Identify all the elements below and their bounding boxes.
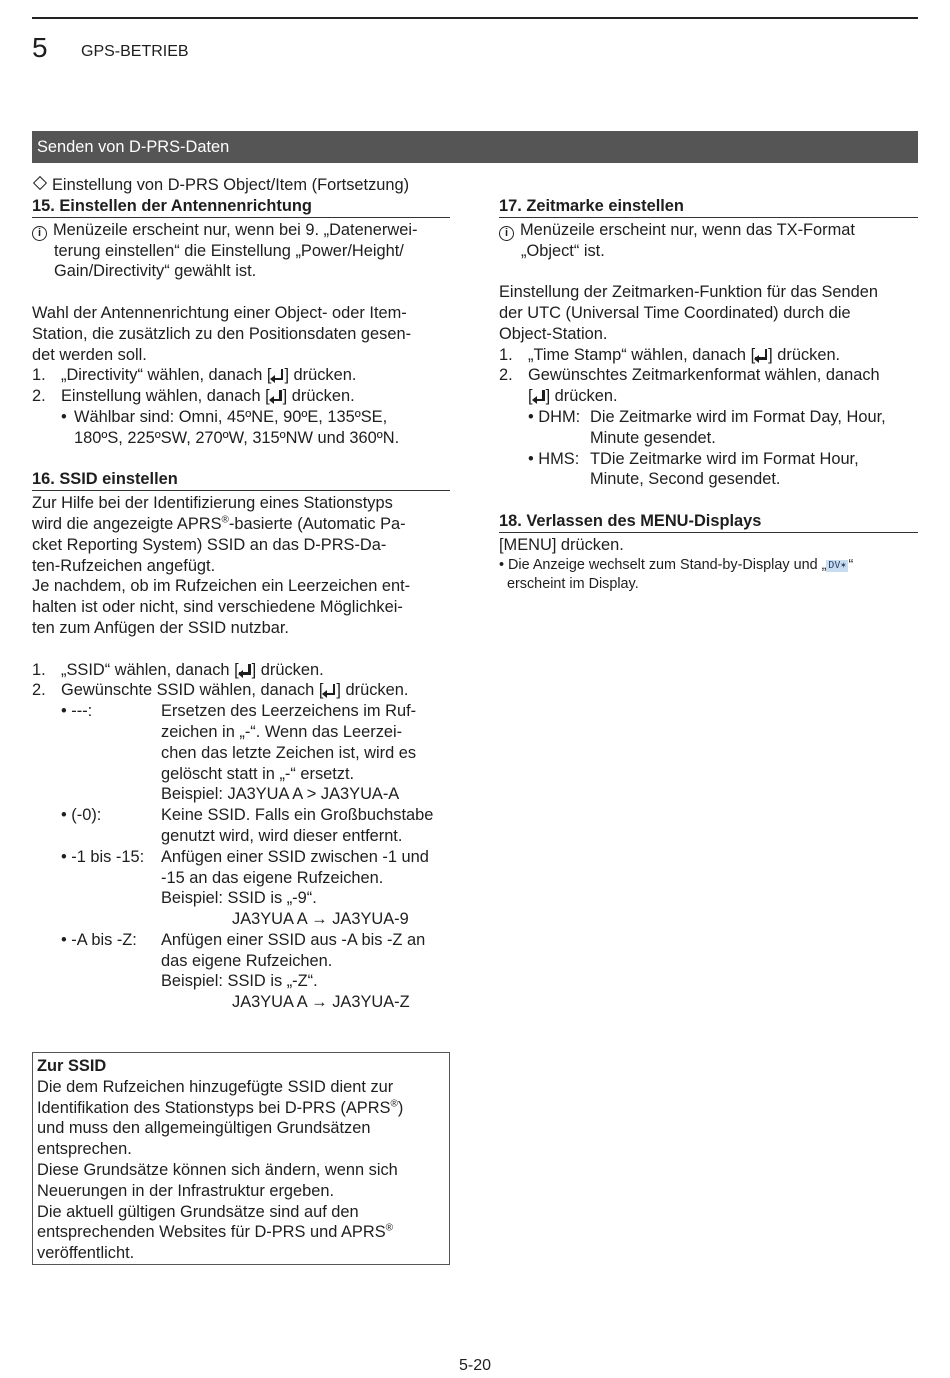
- section-16-step-1: 1. „SSID“ wählen, danach [ ] drücken.: [32, 660, 324, 679]
- section-17: [499, 196, 918, 490]
- section-18-heading: 18. Verlassen des MENU-Displays: [499, 511, 918, 533]
- left-column: [32, 175, 450, 1013]
- section-16-paragraph-2: Je nachdem, ob im Rufzeichen ein Leerzeichen ent- halten ist oder nicht, sind verschiedene Möglichkei- ten zum Anfügen der SSID nutzbar.: [32, 577, 411, 637]
- section-15-note: i Menüzeile erscheint nur, wenn bei 9. „Datenerwei- terung einstellen“ die Einstellung „Power/Height/ Gain/Directivity“ gewählt ist.: [32, 220, 450, 283]
- section-16-paragraph-1: Zur Hilfe bei der Identifizierung eines Stationstyps wird die angezeigte APRS®-basierte (Automatic Pa- cket Reporting System) SSID an das D-PRS-Da- ten-Rufzeichen angefügt.: [32, 494, 406, 575]
- section-title: Senden von D-PRS-Daten: [32, 131, 918, 163]
- section-16: [32, 469, 450, 1013]
- section-17-step-1: 1. „Time Stamp“ wählen, danach [ ] drücken.: [499, 345, 841, 364]
- dv-status-icon: DV✶: [828, 559, 847, 571]
- enter-key-icon: [533, 389, 546, 403]
- section-17-heading: 17. Zeitmarke einstellen: [499, 196, 918, 218]
- section-17-body: Einstellung der Zeitmarken-Funktion für das Senden der UTC (Universal Time Coordinated) durch die Object-Station.: [499, 283, 879, 343]
- ssid-info-box: [32, 1052, 450, 1265]
- section-16-step-2: 2. Gewünschte SSID wählen, danach [ ] drücken.: [32, 681, 409, 700]
- diamond-icon: [33, 176, 47, 190]
- enter-key-icon: [323, 683, 336, 697]
- ssid-option-none: • (-0): Keine SSID. Falls ein Großbuchstabe genutzt wird, wird dieser entfernt.: [61, 806, 434, 845]
- section-16-heading: 16. SSID einstellen: [32, 469, 450, 491]
- right-column: [499, 175, 918, 595]
- enter-key-icon: [239, 663, 252, 677]
- enter-key-icon: [271, 368, 284, 382]
- ssid-info-text: Die dem Rufzeichen hinzugefügte SSID dient zur Identifikation des Stationstyps bei D-PRS (APRS®) und muss den allgemeingültigen Grundsätzen entsprechen. Diese Grundsätze können sich ändern, wenn sich Neuerungen in der Infrastruktur ergeben. Die aktuell gültigen Grundsätze sind auf den entsprechenden Websites für D-PRS und APRS® veröffentlicht.: [37, 1077, 404, 1263]
- section-17-note: i Menüzeile erscheint nur, wenn das TX-Format „Object“ ist.: [499, 220, 918, 262]
- ssid-info-title: Zur SSID: [37, 1057, 107, 1075]
- info-icon: i: [32, 226, 47, 241]
- section-15-options: • Wählbar sind: Omni, 45ºNE, 90ºE, 135ºSE, 180ºS, 225ºSW, 270ºW, 315ºNW und 360ºN.: [61, 407, 400, 447]
- ssid-option-numeric-example: JA3YUA A → JA3YUA-9: [232, 910, 409, 929]
- section-18-note: • Die Anzeige wechselt zum Stand-by-Display und „ DV✶ “ erscheint im Display.: [499, 556, 854, 593]
- section-17-step-2: 2. Gewünschtes Zeitmarkenformat wählen, danach [ ] drücken.: [499, 366, 880, 406]
- section-15: [32, 196, 450, 449]
- chapter-title: GPS-BETRIEB: [81, 43, 189, 60]
- ssid-option-alpha: • -A bis -Z: Anfügen einer SSID aus -A bis -Z an das eigene Rufzeichen. Beispiel: SSID is „-Z“.: [61, 930, 426, 991]
- section-15-step-1: 1. „Directivity“ wählen, danach [ ] drücken.: [32, 366, 357, 385]
- enter-key-icon: [755, 348, 768, 362]
- header-rule: [32, 17, 918, 19]
- timestamp-option-hms: • HMS: TDie Zeitmarke wird im Format Hour, Minute, Second gesendet.: [528, 449, 859, 489]
- ssid-option-alpha-example: JA3YUA A → JA3YUA-Z: [232, 993, 410, 1012]
- section-18: [499, 511, 918, 595]
- continuation-heading: Einstellung von D-PRS Object/Item (Fortsetzung): [32, 175, 450, 196]
- chapter-number: 5: [32, 32, 48, 63]
- page-number: 5-20: [458, 1357, 492, 1374]
- info-icon: i: [499, 226, 514, 241]
- section-15-body: Wahl der Antennenrichtung einer Object- oder Item- Station, die zusätzlich zu den Positionsdaten gesen- det werden soll.: [32, 303, 412, 364]
- section-18-action: [MENU] drücken.: [499, 535, 624, 554]
- enter-key-icon: [270, 389, 283, 403]
- section-15-heading: 15. Einstellen der Antennenrichtung: [32, 196, 450, 218]
- section-15-step-2: 2. Einstellung wählen, danach [ ] drücken.: [32, 387, 355, 406]
- ssid-option-space: • ---: Ersetzen des Leerzeichens im Ruf- zeichen in „-“. Wenn das Leerzei- chen das letzte Zeichen ist, wird es gelöscht statt in „-“ ersetzt. Beispiel: JA3YUA A > JA3YUA-A: [61, 702, 417, 804]
- timestamp-option-dhm: • DHM: Die Zeitmarke wird im Format Day, Hour, Minute gesendet.: [528, 407, 886, 447]
- ssid-option-numeric: • -1 bis -15: Anfügen einer SSID zwischen -1 und -15 an das eigene Rufzeichen. Beispiel: SSID is „-9“.: [61, 847, 429, 908]
